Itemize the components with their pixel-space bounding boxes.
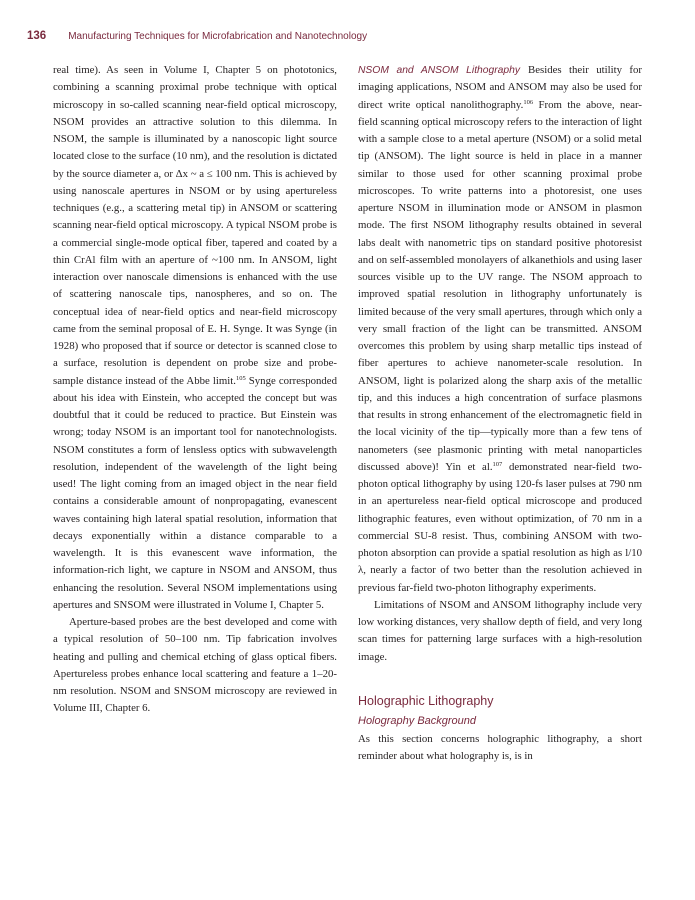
holography-background-heading: Holography Background	[358, 714, 477, 727]
footnote-ref-106[interactable]: 106	[523, 98, 534, 106]
left-paragraph-1	[53, 62, 337, 614]
right-paragraph-1-text-c: demonstrated near-field two-photon optical lithography by using 120-fs laser pulses at 790 nm in an apertureless near-field optical microscope and produced lithographic features, even without optimization, of 70 nm in a commercial SU-8 resist. Thus, combining ANSOM with two-photon absorption can provide a spatial resolution as high as l/10 λ, nearly a factor of two better than the resolution achieved in previous far-field two-photon lithography experiments.	[358, 460, 642, 594]
left-paragraph-1-text: real time). As seen in Volume I, Chapter 5 on phototonics, combining a scanning proximal probe technique with optical microscopy in so-called scanning near-field optical microscopy, NSOM provides an attractive solution to this dilemma. In NSOM, the sample is illuminated by a nanoscopic light source located close to the surface (10 nm), and the resolution is dictated by the source diameter a, or Δx ~ a ≤ 100 nm. This is achieved by using nanoscale apertures in NSOM or by using apertureless techniques (e.g., a scattering metal tip) in ANSOM or scattering scanning near-field optical microscopy. A typical NSOM probe is a commercial single-mode optical fiber, tapered and coated by a thin CrAl film with an aperture of ~100 nm. In ANSOM, light interaction over nanoscale dimensions is enhanced with the use of scattering nanoscale tips, nanospheres, and so on. The conceptual idea of near-field optics and near-field microscopy came from the seminal proposal of E. H. Synge. It was Synge (in 1928) who proposed that if source or detector is scanned close to a surface, resolution is dependent on probe size and probe-sample distance instead of the Abbe limit.	[53, 64, 337, 387]
left-paragraph-1-continued: Synge corresponded about his idea with Einstein, who accepted the concept but was doubtful that it could be reduced to practice. But Einstein was wrong; today NSOM is an important tool for nanotechnologists. NSOM constitutes a form of lensless optics with subwavelength resolution, independent of the wavelength of the light being used! The light coming from an imaged object in the near field contains a considerable amount of nonpropagating, evanescent waves containing high lateral spatial resolution, information that decays exponentially within a distance comparable to a wavelength. It is this evanescent wave information, the information-rich light, we capture in NSOM and ANSOM, thus enhancing the resolution. Several NSOM implementations using apertures and SNSOM were illustrated in Volume I, Chapter 5.	[53, 374, 337, 611]
left-paragraph-2: Aperture-based probes are the best developed and come with a typical resolution of 50–100 nm. Tip fabrication involves heating and pulling and chemical etching of glass optical fibers. Apertureless probes enhance local scattering and feature a 1–20-nm resolution. NSOM and SNSOM microscopy are reviewed in Volume III, Chapter 6.	[53, 616, 337, 715]
holographic-lithography-heading: Holographic Lithography	[358, 693, 494, 708]
right-column	[358, 62, 642, 765]
running-head	[27, 30, 668, 46]
right-paragraph-1	[358, 62, 642, 597]
right-paragraph-3: As this section concerns holographic lithography, a short reminder about what holography is, is in	[358, 732, 642, 762]
left-column	[53, 62, 337, 718]
footnote-ref-105[interactable]: 105	[235, 374, 246, 382]
right-paragraph-2: Limitations of NSOM and ANSOM lithography include very low working distances, very shallow depth of field, and very long scan times for patterning large surfaces with a high-resolution image.	[358, 598, 642, 663]
page-number: 136	[27, 30, 47, 42]
right-paragraph-1-text-a: Besides their utility for imaging applications, NSOM and ANSOM may also be used for direct write optical nanolithography.	[358, 64, 643, 111]
footnote-ref-107[interactable]: 107	[492, 460, 503, 468]
right-paragraph-1-text-b: From the above, near-field scanning optical microscopy refers to the interaction of light with a sample close to a metal aperture (NSOM) or a solid metal tip (ANSOM). The light source is held in place in a manner similar to those used for other scanning proximal probe microscopes. To write patterns into a photoresist, one uses aperture NSOM in illumination mode or ANSOM in plasmon mode. The first NSOM lithography results obtained in several labs dealt with nanometric tips on standard positive photoresist and on self-assembled monolayers of alkanethiols and using laser sources visible up to the UV range. The NSOM approach to improved spatial resolution in lithography unfortunately is limited because of the very small apertures, through which only a very small fraction of the light can be transmitted. ANSOM overcomes this problem by using sharp metallic tips instead of fiber apertures to achieve nanometer-scale resolution. In ANSOM, light is polarized along the sharp axis of the metallic tip, and this induces a high concentration of surface plasmons that results in strong enhancement of the electromagnetic field in the local vicinity of the tip—typically more than a few tens of nanometers (see plasmonic printing with metal nanoparticles discussed above)! Yin et al.	[358, 98, 642, 473]
book-title: Manufacturing Techniques for Microfabrication and Nanotechnology	[68, 31, 368, 42]
nsom-lithography-heading: NSOM and ANSOM Lithography	[358, 65, 520, 76]
